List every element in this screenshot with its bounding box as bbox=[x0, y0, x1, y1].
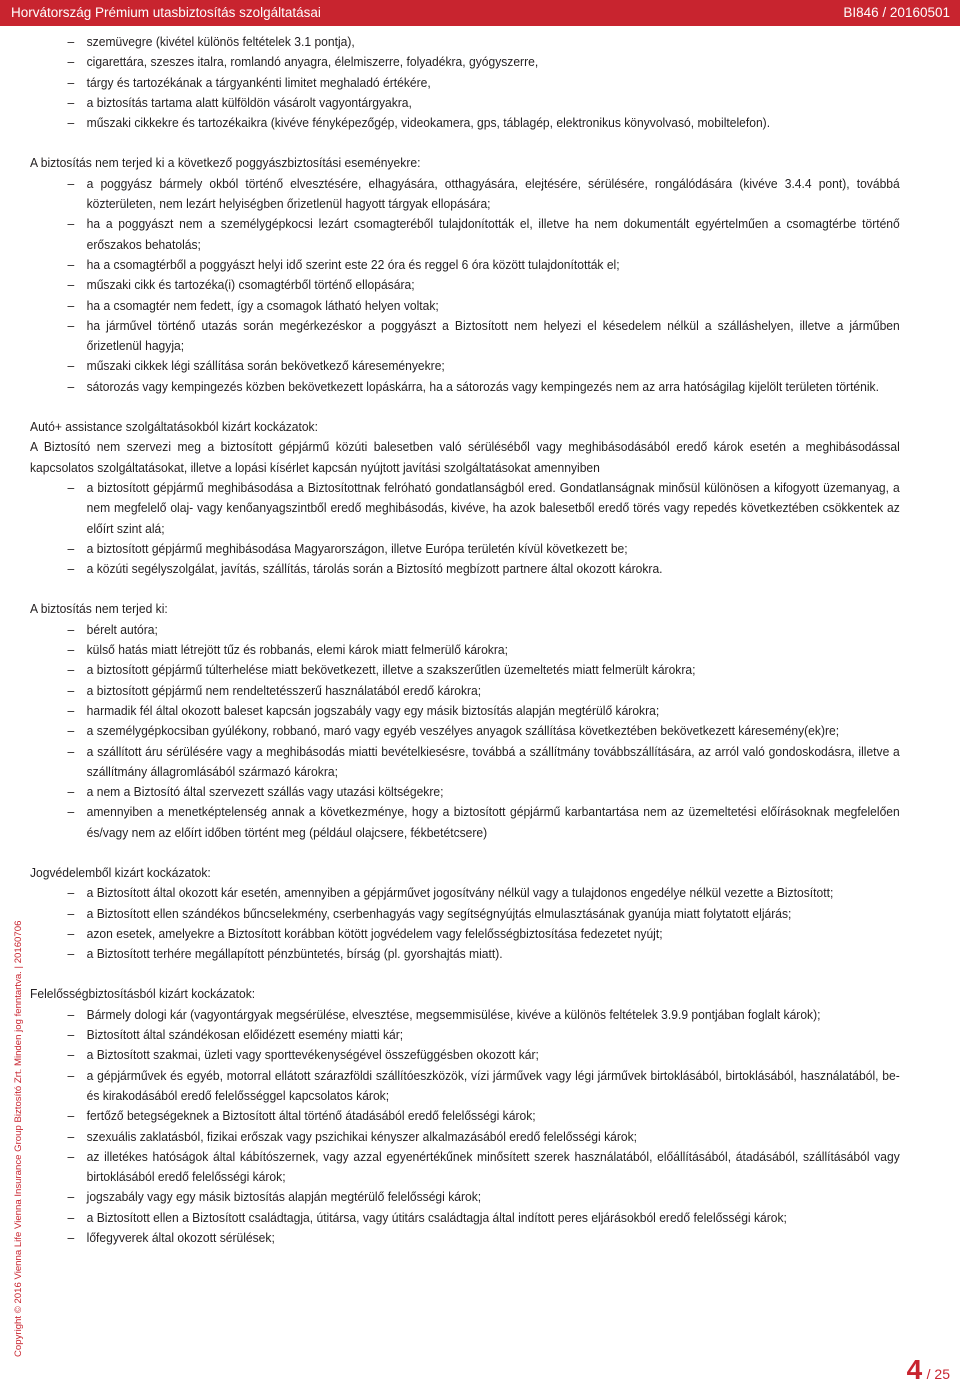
section-0 bbox=[30, 32, 900, 133]
exclusion-list bbox=[30, 32, 900, 133]
list-item: – a biztosított gépjármű meghibásodása Magyarországon, illetve Európa területén kívül következett be; bbox=[30, 539, 900, 559]
list-item: – fertőző betegségeknek a Biztosított által történő átadásából eredő felelősségi károk; bbox=[30, 1106, 900, 1126]
list-item: – azon esetek, amelyekre a Biztosított korábban kötött jogvédelem vagy felelősségbiztosítása fedezetet nyújt; bbox=[30, 924, 900, 944]
list-item: – a Biztosított által okozott kár esetén, amennyiben a gépjárművet jogosítvány nélkül vagy a tulajdonos engedélye nélkül vezette a Biztosított; bbox=[30, 883, 900, 903]
section-heading: Autó+ assistance szolgáltatásokból kizárt kockázatok: bbox=[30, 420, 318, 435]
exclusion-list bbox=[30, 174, 900, 397]
list-item: – lőfegyverek által okozott sérülések; bbox=[30, 1228, 900, 1248]
section-2 bbox=[30, 417, 900, 579]
section-heading: Jogvédelemből kizárt kockázatok: bbox=[30, 865, 211, 880]
list-item: – a gépjárművek és egyéb, motorral ellátott szárazföldi szállítóeszközök, vízi járművek vagy légi járművek birtoklásából, birtoklásából, használatából, be- és kirakodásából eredő felelősséggel kapcsolatos károk; bbox=[30, 1066, 900, 1107]
exclusion-list bbox=[30, 620, 900, 843]
list-item: – az illetékes hatóságok által kábítószernek, vagy azzal egyenértékűnek minősített szerek használatából, előállításából, átadásából, szállításából vagy birtoklásából eredő felelősségi károk; bbox=[30, 1147, 900, 1188]
section-4 bbox=[30, 863, 900, 964]
list-item: – a biztosított gépjármű meghibásodása a Biztosítottnak felróható gondatlanságból ered. Gondatlanságnak minősül különösen a kifogyott üzemanyag, a nem megfelelő olaj- vagy kenőanyagszintből eredő meghibásodás, kivéve, ha azok balesetből eredő törés vagy repedés következtében csökkentek az előírt szint alá; bbox=[30, 478, 900, 539]
document-body bbox=[30, 32, 900, 1248]
list-item: – ha a csomagtér nem fedett, így a csomagok látható helyen voltak; bbox=[30, 296, 900, 316]
list-item: – a biztosítás tartama alatt külföldön vásárolt vagyontárgyakra, bbox=[30, 93, 900, 113]
page-current: 4 bbox=[906, 1354, 923, 1385]
list-item: – a Biztosított ellen szándékos bűncselekmény, cserbenhagyás vagy segítségnyújtás elmulasztásának gyanúja miatt folytatott eljárás; bbox=[30, 904, 900, 924]
list-item: – külső hatás miatt létrejött tűz és robbanás, elemi károk miatt felmerülő károkra; bbox=[30, 640, 900, 660]
section-intro: A Biztosító nem szervezi meg a biztosított gépjármű közúti balesetben való sérüléséből vagy meghibásodásából eredő károk esetén a meghibásodással kapcsolatos szolgáltatásokat, illetve a lopási kísérlet kapcsán nyújtott javítási szolgáltatásokat amennyiben bbox=[30, 440, 900, 475]
page-total: / 25 bbox=[926, 1366, 950, 1382]
list-item: – sátorozás vagy kempingezés közben bekövetkezett lopáskárra, ha a sátorozás vagy kempingezés nem az arra hatóságilag kijelölt területen történik. bbox=[30, 377, 900, 397]
list-item: – cigarettára, szeszes italra, romlandó anyagra, élelmiszerre, folyadékra, gyógyszerre, bbox=[30, 52, 900, 72]
list-item: – ha a poggyászt nem a személygépkocsi lezárt csomagteréből tulajdonították el, illetve ha nem dokumentált egyértelműen a csomagtérbe történő erőszakos behatolás; bbox=[30, 214, 900, 255]
page-header bbox=[0, 0, 960, 26]
list-item: – a Biztosított terhére megállapított pénzbüntetés, bírság (pl. gyorshajtás miatt). bbox=[30, 944, 900, 964]
section-heading: A biztosítás nem terjed ki a következő poggyászbiztosítási eseményekre: bbox=[30, 156, 421, 171]
list-item: – ha a csomagtérből a poggyászt helyi idő szerint este 22 óra és reggel 6 óra között tulajdonították el; bbox=[30, 255, 900, 275]
list-item: – jogszabály vagy egy másik biztosítás alapján megtérülő felelősségi károk; bbox=[30, 1187, 900, 1207]
list-item: – műszaki cikk és tartozéka(i) csomagtérből történő ellopására; bbox=[30, 275, 900, 295]
section-3 bbox=[30, 599, 900, 843]
copyright-notice: Copyright © 2016 Vienna Life Vienna Insurance Group Biztosító Zrt. Minden jog fenntartva. | 20160706 bbox=[13, 920, 24, 1357]
list-item: – a szállított áru sérülésére vagy a meghibásodás miatti bevételkiesésre, továbbá a szállítmány továbbszállítására, az arról való gondoskodásra, illetve a szállítmány állagromlásából származó károkra; bbox=[30, 742, 900, 783]
exclusion-list bbox=[30, 883, 900, 964]
list-item: – bérelt autóra; bbox=[30, 620, 900, 640]
exclusion-list bbox=[30, 1005, 900, 1249]
list-item: – a Biztosított ellen a Biztosított családtagja, útitársa, vagy útitárs családtagja által indított peres eljárásokból eredő felelősségi károk; bbox=[30, 1208, 900, 1228]
list-item: – szexuális zaklatásból, fizikai erőszak vagy pszichikai kényszer alkalmazásából eredő felelősségi károk; bbox=[30, 1127, 900, 1147]
list-item: – műszaki cikkekre és tartozékaikra (kivéve fényképezőgép, videokamera, gps, táblagép, elektronikus könyvolvasó, mobiltelefon). bbox=[30, 113, 900, 133]
list-item: – ha járművel történő utazás során megérkezéskor a poggyászt a Biztosított nem helyezi el késedelem nélkül a szálláshelyen, illetve a járműben őrizetlenül hagyja; bbox=[30, 316, 900, 357]
list-item: – harmadik fél által okozott baleset kapcsán jogszabály vagy egy másik biztosítás alapján megtérülő károkra; bbox=[30, 701, 900, 721]
list-item: – a poggyász bármely okból történő elvesztésére, elhagyására, otthagyására, elejtésére, sérülésére, rongálódására (kivéve 3.4.4 pont), továbbá közterületen, nem lezárt helyiségben őrizetlenül hagyott tárgyak ellopására; bbox=[30, 174, 900, 215]
section-heading: Felelősségbiztosításból kizárt kockázatok: bbox=[30, 987, 256, 1002]
list-item: – Biztosított által szándékosan előidézett esemény miatti kár; bbox=[30, 1025, 900, 1045]
section-heading: A biztosítás nem terjed ki: bbox=[30, 602, 168, 617]
page-number bbox=[907, 1354, 950, 1386]
list-item: – szemüvegre (kivétel különös feltételek 3.1 pontja), bbox=[30, 32, 900, 52]
list-item: – a személygépkocsiban gyúlékony, robbanó, maró vagy egyéb veszélyes anyagok szállítása következtében bekövetkezett káresemény(ek)re; bbox=[30, 721, 900, 741]
list-item: – Bármely dologi kár (vagyontárgyak megsérülése, elvesztése, megsemmisülése, kivéve a különös feltételek 3.9.9 pontjában foglalt károk); bbox=[30, 1005, 900, 1025]
list-item: – a biztosított gépjármű túlterhelése miatt bekövetkezett, illetve a szakszerűtlen üzemeltetés miatt felmerült károkra; bbox=[30, 660, 900, 680]
list-item: – műszaki cikkek légi szállítása során bekövetkező káreseményekre; bbox=[30, 356, 900, 376]
header-title: Horvátország Prémium utasbiztosítás szolgáltatásai bbox=[11, 5, 321, 20]
exclusion-list bbox=[30, 478, 900, 579]
list-item: – tárgy és tartozékának a tárgyankénti limitet meghaladó értékére, bbox=[30, 73, 900, 93]
list-item: – a nem a Biztosító által szervezett szállás vagy utazási költségekre; bbox=[30, 782, 900, 802]
section-5 bbox=[30, 984, 900, 1248]
list-item: – a közúti segélyszolgálat, javítás, szállítás, tárolás során a Biztosító megbízott partnere által okozott károkra. bbox=[30, 559, 900, 579]
list-item: – a Biztosított szakmai, üzleti vagy sporttevékenységével összefüggésben okozott kár; bbox=[30, 1045, 900, 1065]
document-code: BI846 / 20160501 bbox=[843, 5, 950, 20]
list-item: – amennyiben a menetképtelenség annak a következménye, hogy a biztosított gépjármű karbantartása nem az üzemeltetési előírásoknak megfelelően és/vagy nem az előírt időben történt meg (például olajcsere, fékbetétcsere) bbox=[30, 802, 900, 843]
list-item: – a biztosított gépjármű nem rendeltetésszerű használatából eredő károkra; bbox=[30, 681, 900, 701]
section-1 bbox=[30, 153, 900, 397]
